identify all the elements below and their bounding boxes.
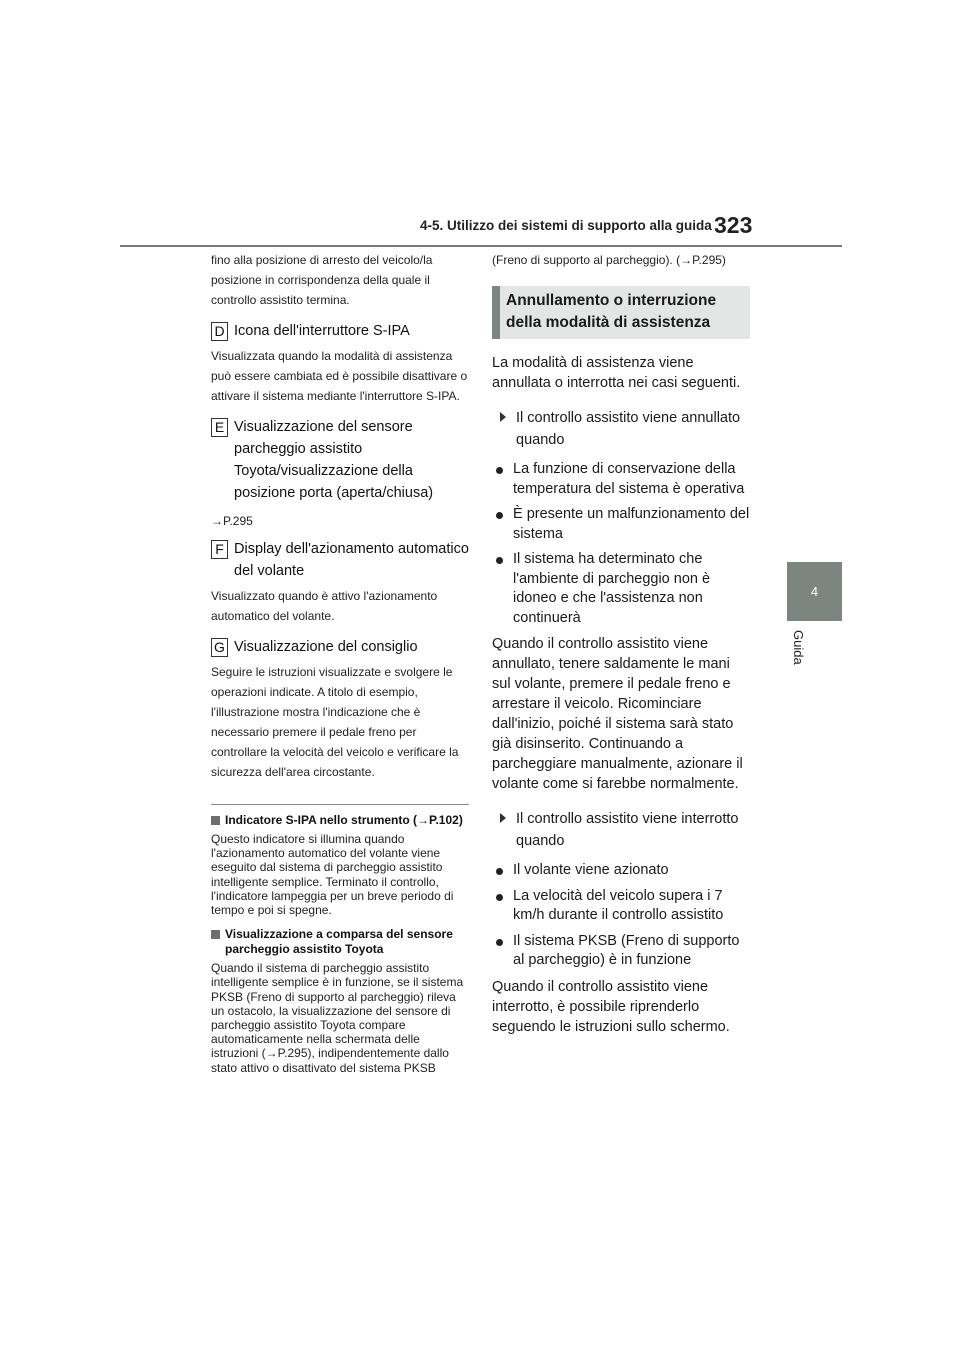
right-column <box>492 250 752 1037</box>
list-item <box>492 550 752 628</box>
section-heading-box <box>492 286 750 339</box>
running-header: 4-5. Utilizzo dei sistemi di supporto alla guida <box>420 218 712 233</box>
item-description: Seguire le istruzioni visualizzate e svolgere le operazioni indicate. A titolo di esempio, l'illustrazione mostra l'indicazione che è necessario premere il pedale freno per controllare la velocità del veicolo e verificare la sicurezza dell'area circostante. <box>211 665 459 779</box>
condition-heading-interrupt <box>492 808 752 852</box>
item-title: Icona dell'interruttore S-IPA <box>234 323 410 339</box>
right-intro: (Freno di supporto al parcheggio). (→P.295) <box>492 253 726 267</box>
list-item-text: Il volante viene azionato <box>513 862 669 878</box>
list-item-text: La velocità del veicolo supera i 7 km/h durante il controllo assistito <box>513 887 724 923</box>
triangle-bullet-icon <box>500 412 506 422</box>
list-item <box>492 932 752 971</box>
subsection-body: Quando il sistema di parcheggio assistito intelligente semplice è in funzione, se il sistema PKSB (Freno di supporto al parcheggio) rileva un ostacolo, la visualizzazione del sensore di parcheggio assistito Toyota compare automaticamente nella schermata delle istruzioni (→P.295), indipendentemente dallo stato attivo o disattivato del sistema PKSB <box>211 961 464 1075</box>
subsection-popup <box>211 927 469 1075</box>
cancel-instructions: Quando il controllo assistito viene annullato, tenere saldamente le mani sul volante, premere il pedale freno e arrestare il veicolo. Ricominciare dall'inizio, poiché il sistema sarà stato già disinserito. Continuando a parcheggiare manualmente, azionare il volante come si farebbe normalmente. <box>492 636 743 792</box>
item-title: Display dell'azionamento automatico del volante <box>234 541 469 579</box>
section-heading-bar <box>492 286 500 339</box>
bullet-dot-icon <box>496 894 503 901</box>
subsection-body: Questo indicatore si illumina quando l'azionamento automatico del volante viene eseguito dal sistema di parcheggio assistito intelligente semplice. Terminato il controllo, l'indicatore lampeggia per un breve periodo di tempo e poi si spegne. <box>211 832 454 918</box>
condition-heading: Il controllo assistito viene interrotto quando <box>516 811 739 849</box>
item-letter: F <box>211 540 228 559</box>
item-g <box>211 636 469 782</box>
left-column <box>211 250 469 1075</box>
interrupt-instructions: Quando il controllo assistito viene interrotto, è possibile riprenderlo seguendo le istruzioni sullo schermo. <box>492 978 730 1035</box>
list-item <box>492 861 752 881</box>
list-item <box>492 887 752 926</box>
item-f <box>211 538 469 626</box>
item-letter: E <box>211 418 228 437</box>
chapter-label: Guida <box>791 630 806 665</box>
left-intro: fino alla posizione di arresto del veicolo/la posizione in corrispondenza della quale il controllo assistito termina. <box>211 253 433 307</box>
subsection-indicator <box>211 813 469 917</box>
bullet-dot-icon <box>496 939 503 946</box>
list-item-text: Il sistema ha determinato che l'ambiente di parcheggio non è idoneo e che l'assistenza non continuerà <box>513 551 711 626</box>
condition-heading-cancel <box>492 407 752 451</box>
section-lead: La modalità di assistenza viene annullata o interrotta nei casi seguenti. <box>492 355 741 391</box>
item-title: Visualizzazione del sensore parcheggio assistito Toyota/visualizzazione della posizione porta (aperta/chiusa) <box>234 419 434 501</box>
subsection-title: Indicatore S-IPA nello strumento (→P.102) <box>225 813 463 827</box>
section-heading: Annullamento o interruzione della modalità di assistenza <box>506 292 717 331</box>
page-number: 323 <box>714 212 753 238</box>
bullet-dot-icon <box>496 868 503 875</box>
item-description: Visualizzata quando la modalità di assistenza può essere cambiata ed è possibile disattivare o attivare il sistema mediante l'interruttore S-IPA. <box>211 349 468 403</box>
triangle-bullet-icon <box>500 813 506 823</box>
square-bullet-icon <box>211 930 220 939</box>
chapter-tab: 4 <box>787 562 842 621</box>
header-divider <box>120 245 842 247</box>
item-e <box>211 416 469 528</box>
bullet-dot-icon <box>496 512 503 519</box>
page-reference: →P.295 <box>211 514 253 528</box>
list-item-text: È presente un malfunzionamento del sistema <box>513 506 750 542</box>
list-item <box>492 505 752 544</box>
list-item-text: Il sistema PKSB (Freno di supporto al parcheggio) è in funzione <box>513 932 740 968</box>
section-divider <box>211 804 469 805</box>
chapter-label-container <box>788 630 810 690</box>
item-d <box>211 320 469 406</box>
subsection-title: Visualizzazione a comparsa del sensore parcheggio assistito Toyota <box>225 927 453 957</box>
list-item <box>492 460 752 499</box>
item-letter: G <box>211 638 228 657</box>
list-item-text: La funzione di conservazione della temperatura del sistema è operativa <box>513 461 745 497</box>
item-letter: D <box>211 322 228 341</box>
square-bullet-icon <box>211 816 220 825</box>
item-title: Visualizzazione del consiglio <box>234 639 418 655</box>
item-description: Visualizzato quando è attivo l'azionamento automatico del volante. <box>211 589 438 623</box>
bullet-dot-icon <box>496 467 503 474</box>
condition-heading: Il controllo assistito viene annullato quando <box>516 410 741 448</box>
bullet-dot-icon <box>496 557 503 564</box>
